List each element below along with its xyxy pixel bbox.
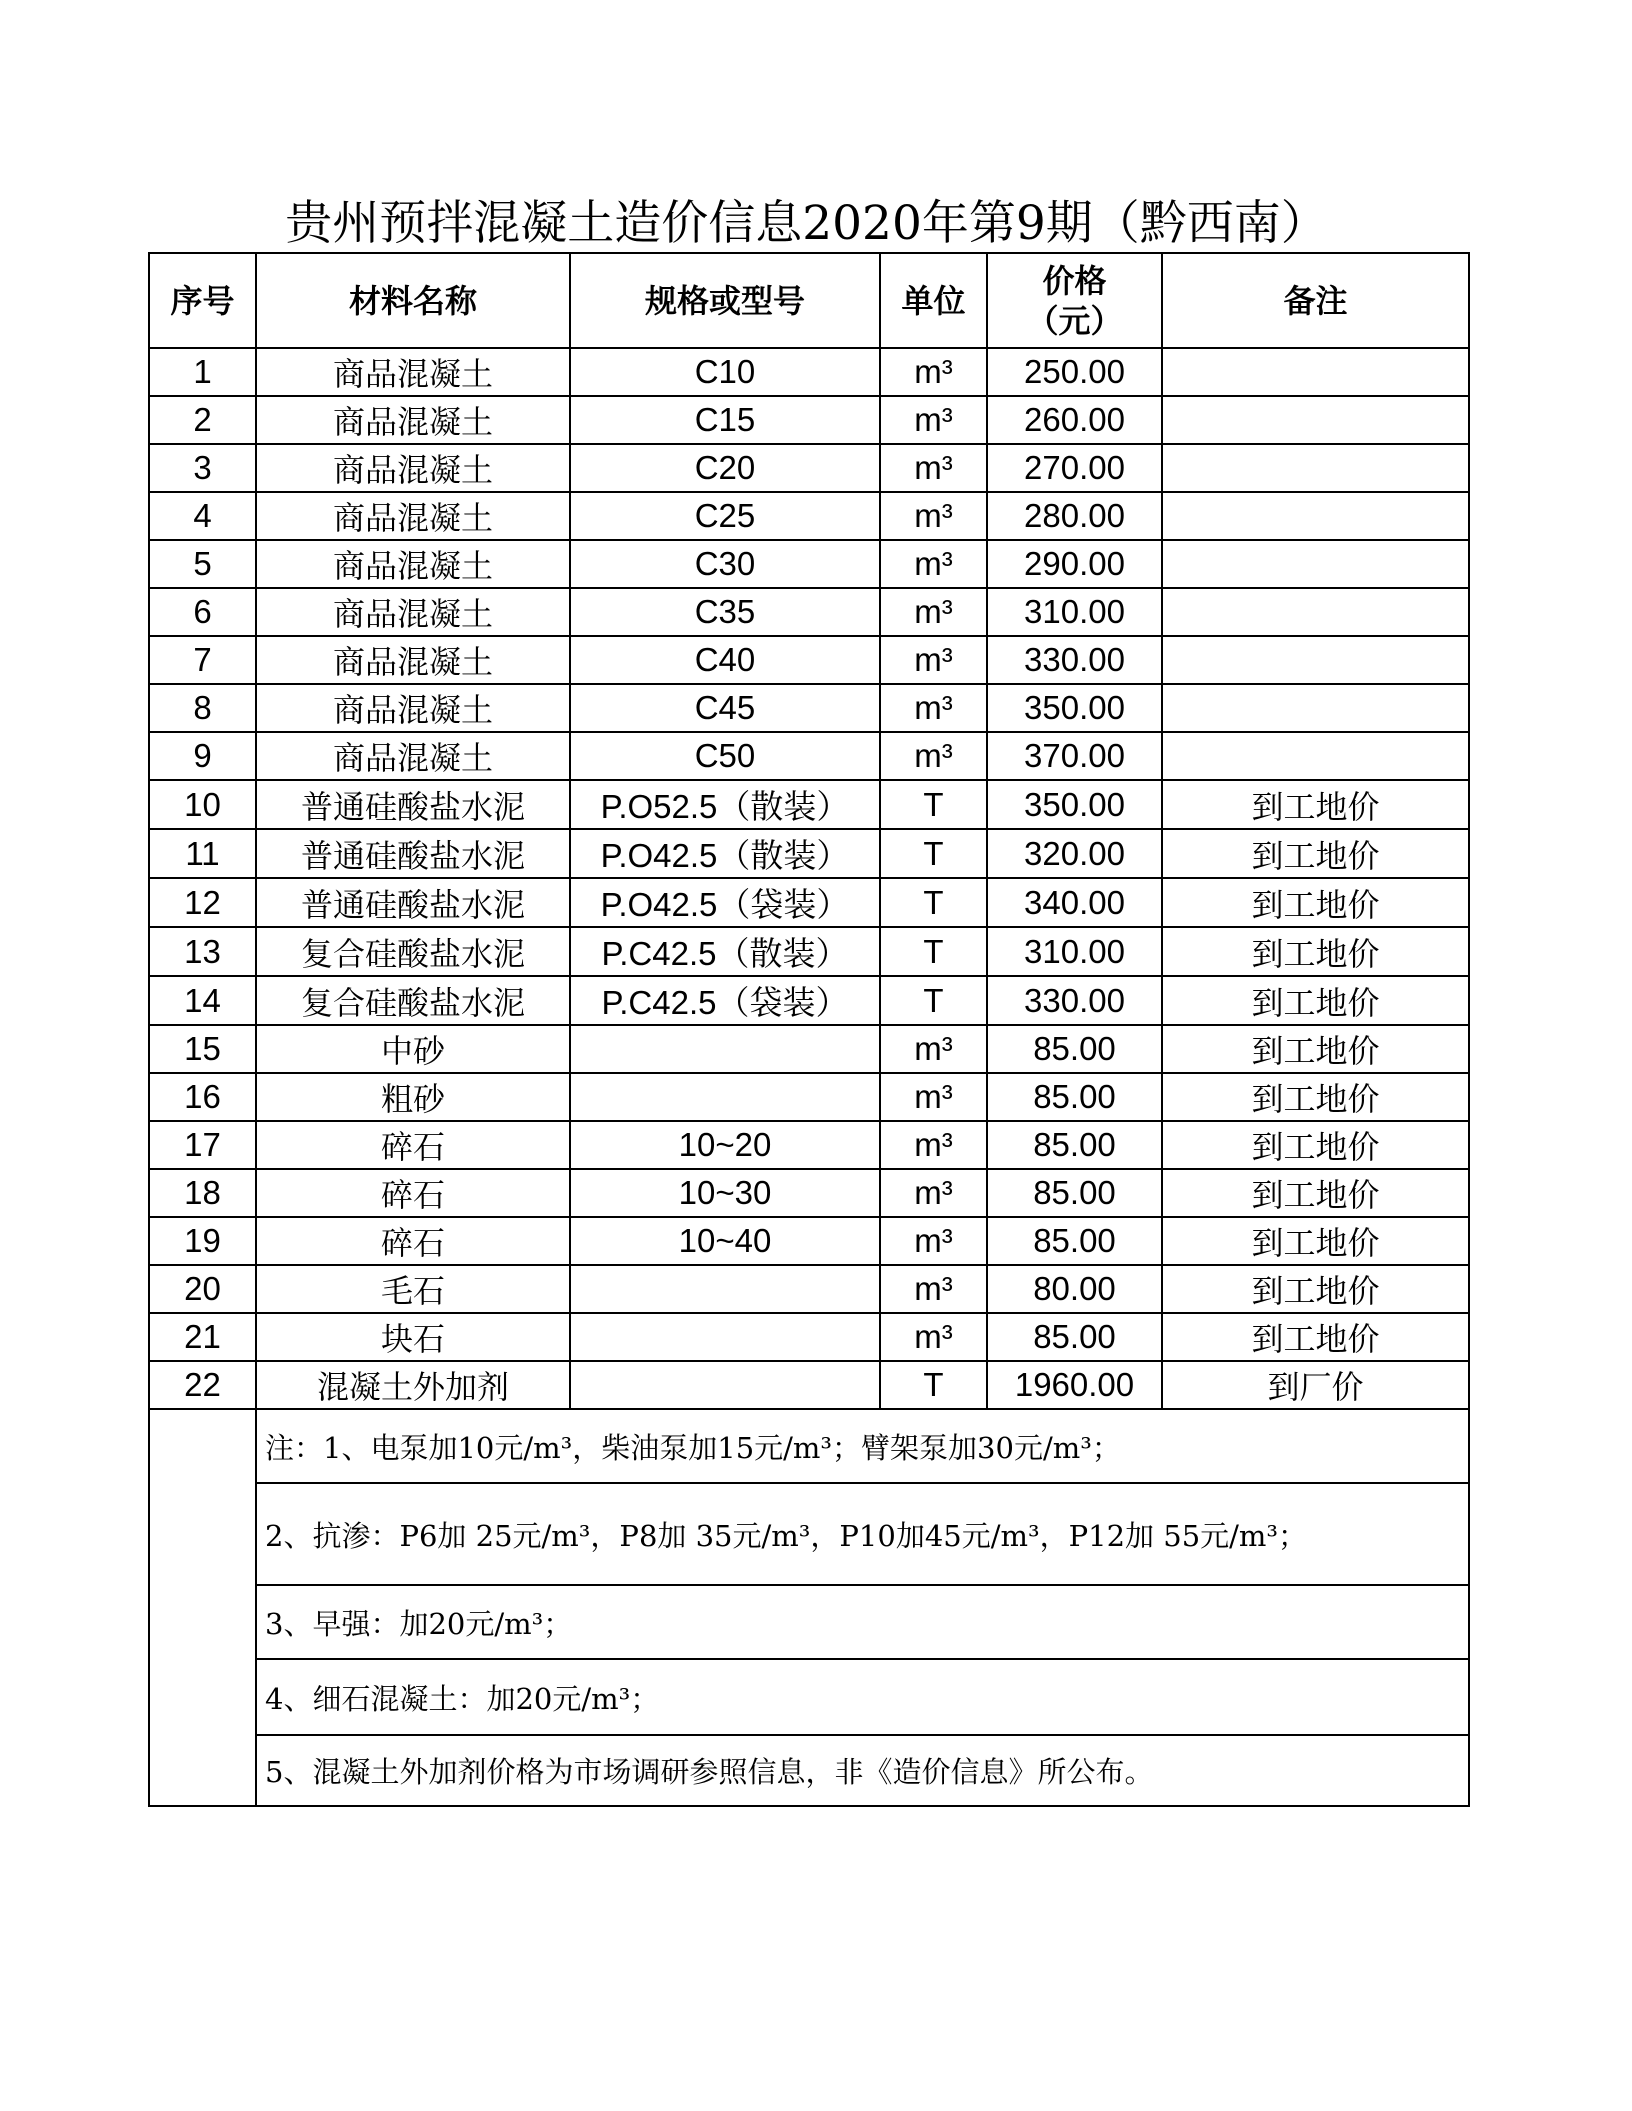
cell-name: 商品混凝土 <box>256 684 570 732</box>
cell-unit: m³ <box>880 1121 987 1169</box>
cell-price: 250.00 <box>987 348 1162 396</box>
table-row <box>149 396 1469 444</box>
notes-blank-cell <box>149 1409 256 1806</box>
note-row <box>149 1585 1469 1659</box>
note-5: 5、混凝土外加剂价格为市场调研参照信息，非《造价信息》所公布。 <box>256 1735 1469 1806</box>
cell-unit: m³ <box>880 732 987 780</box>
cell-spec: C45 <box>570 684 880 732</box>
table-row <box>149 1025 1469 1073</box>
price-table <box>148 252 1470 1807</box>
cell-price: 340.00 <box>987 878 1162 927</box>
cell-remark: 到工地价 <box>1162 1073 1469 1121</box>
cell-price: 350.00 <box>987 684 1162 732</box>
cell-remark: 到工地价 <box>1162 1217 1469 1265</box>
cell-name: 商品混凝土 <box>256 588 570 636</box>
table-row <box>149 588 1469 636</box>
cell-unit: T <box>880 780 987 829</box>
cell-price: 370.00 <box>987 732 1162 780</box>
cell-unit: m³ <box>880 1265 987 1313</box>
cell-name: 毛石 <box>256 1265 570 1313</box>
cell-price: 85.00 <box>987 1313 1162 1361</box>
cell-price: 280.00 <box>987 492 1162 540</box>
cell-spec: P.O42.5（袋装） <box>570 878 880 927</box>
cell-remark: 到工地价 <box>1162 1121 1469 1169</box>
cell-unit: m³ <box>880 588 987 636</box>
cell-spec <box>570 1361 880 1409</box>
cell-name: 商品混凝土 <box>256 540 570 588</box>
table-row <box>149 878 1469 927</box>
note-row <box>149 1659 1469 1735</box>
cell-seq: 19 <box>149 1217 256 1265</box>
cell-unit: T <box>880 927 987 976</box>
cell-name: 粗砂 <box>256 1073 570 1121</box>
table-row <box>149 1361 1469 1409</box>
cell-remark: 到工地价 <box>1162 878 1469 927</box>
table-row <box>149 829 1469 878</box>
cell-price: 85.00 <box>987 1217 1162 1265</box>
cell-seq: 20 <box>149 1265 256 1313</box>
cell-price: 330.00 <box>987 976 1162 1025</box>
notes-body <box>149 1409 1469 1806</box>
cell-unit: T <box>880 976 987 1025</box>
table-row <box>149 444 1469 492</box>
table-row <box>149 636 1469 684</box>
table-row <box>149 1217 1469 1265</box>
table-row <box>149 1265 1469 1313</box>
cell-name: 碎石 <box>256 1169 570 1217</box>
cell-spec <box>570 1265 880 1313</box>
cell-seq: 6 <box>149 588 256 636</box>
table-row <box>149 348 1469 396</box>
cell-spec <box>570 1313 880 1361</box>
table-row <box>149 1313 1469 1361</box>
cell-remark: 到工地价 <box>1162 927 1469 976</box>
cell-name: 商品混凝土 <box>256 732 570 780</box>
note-row <box>149 1409 1469 1483</box>
table-row <box>149 927 1469 976</box>
header-row <box>149 253 1469 348</box>
cell-remark: 到工地价 <box>1162 780 1469 829</box>
cell-unit: m³ <box>880 1313 987 1361</box>
cell-spec: P.O42.5（散装） <box>570 829 880 878</box>
header-seq: 序号 <box>149 253 256 348</box>
cell-spec: C20 <box>570 444 880 492</box>
cell-price: 270.00 <box>987 444 1162 492</box>
cell-spec: 10~30 <box>570 1169 880 1217</box>
note-4: 4、细石混凝土：加20元/m³； <box>256 1659 1469 1735</box>
cell-unit: m³ <box>880 1217 987 1265</box>
header-price-unit: （元） <box>1026 301 1123 340</box>
cell-spec: C15 <box>570 396 880 444</box>
header-unit: 单位 <box>880 253 987 348</box>
cell-remark <box>1162 492 1469 540</box>
cell-name: 商品混凝土 <box>256 348 570 396</box>
table-body <box>149 348 1469 1409</box>
cell-remark: 到工地价 <box>1162 1025 1469 1073</box>
cell-price: 350.00 <box>987 780 1162 829</box>
cell-unit: m³ <box>880 684 987 732</box>
cell-spec <box>570 1073 880 1121</box>
cell-spec: C35 <box>570 588 880 636</box>
header-price-label: 价格 <box>1042 261 1107 300</box>
note-1: 注：1、电泵加10元/m³，柴油泵加15元/m³；臂架泵加30元/m³； <box>256 1409 1469 1483</box>
cell-unit: m³ <box>880 1169 987 1217</box>
cell-price: 1960.00 <box>987 1361 1162 1409</box>
cell-remark <box>1162 348 1469 396</box>
cell-spec: P.C42.5（袋装） <box>570 976 880 1025</box>
cell-spec: 10~20 <box>570 1121 880 1169</box>
cell-unit: m³ <box>880 348 987 396</box>
cell-spec: C50 <box>570 732 880 780</box>
cell-seq: 1 <box>149 348 256 396</box>
cell-seq: 12 <box>149 878 256 927</box>
header-remark: 备注 <box>1162 253 1469 348</box>
table-row <box>149 780 1469 829</box>
cell-name: 普通硅酸盐水泥 <box>256 878 570 927</box>
cell-remark: 到工地价 <box>1162 829 1469 878</box>
cell-price: 330.00 <box>987 636 1162 684</box>
cell-name: 混凝土外加剂 <box>256 1361 570 1409</box>
cell-unit: m³ <box>880 540 987 588</box>
cell-price: 310.00 <box>987 927 1162 976</box>
cell-price: 85.00 <box>987 1025 1162 1073</box>
cell-remark <box>1162 540 1469 588</box>
cell-name: 复合硅酸盐水泥 <box>256 976 570 1025</box>
cell-spec: C30 <box>570 540 880 588</box>
cell-seq: 9 <box>149 732 256 780</box>
cell-unit: m³ <box>880 492 987 540</box>
table-row <box>149 540 1469 588</box>
cell-seq: 21 <box>149 1313 256 1361</box>
cell-unit: m³ <box>880 444 987 492</box>
cell-seq: 22 <box>149 1361 256 1409</box>
table-row <box>149 732 1469 780</box>
cell-seq: 15 <box>149 1025 256 1073</box>
cell-spec: C25 <box>570 492 880 540</box>
cell-price: 85.00 <box>987 1169 1162 1217</box>
cell-spec: P.O52.5（散装） <box>570 780 880 829</box>
cell-remark: 到工地价 <box>1162 976 1469 1025</box>
cell-remark <box>1162 588 1469 636</box>
table-row <box>149 1121 1469 1169</box>
cell-name: 商品混凝土 <box>256 636 570 684</box>
cell-unit: m³ <box>880 1025 987 1073</box>
cell-spec <box>570 1025 880 1073</box>
cell-seq: 18 <box>149 1169 256 1217</box>
table-row <box>149 492 1469 540</box>
cell-unit: T <box>880 1361 987 1409</box>
note-2: 2、抗渗：P6加 25元/m³，P8加 35元/m³，P10加45元/m³，P12加 55元/m³； <box>256 1483 1469 1585</box>
header-price <box>987 253 1162 348</box>
cell-unit: m³ <box>880 396 987 444</box>
note-row <box>149 1483 1469 1585</box>
header-spec: 规格或型号 <box>570 253 880 348</box>
cell-name: 普通硅酸盐水泥 <box>256 829 570 878</box>
cell-name: 商品混凝土 <box>256 396 570 444</box>
cell-spec: C40 <box>570 636 880 684</box>
cell-seq: 7 <box>149 636 256 684</box>
cell-name: 商品混凝土 <box>256 444 570 492</box>
cell-name: 碎石 <box>256 1217 570 1265</box>
cell-seq: 5 <box>149 540 256 588</box>
table-row <box>149 684 1469 732</box>
cell-remark: 到厂价 <box>1162 1361 1469 1409</box>
cell-name: 中砂 <box>256 1025 570 1073</box>
cell-seq: 3 <box>149 444 256 492</box>
cell-remark <box>1162 444 1469 492</box>
cell-price: 310.00 <box>987 588 1162 636</box>
cell-seq: 17 <box>149 1121 256 1169</box>
cell-unit: m³ <box>880 636 987 684</box>
table-row <box>149 1169 1469 1217</box>
cell-seq: 4 <box>149 492 256 540</box>
cell-price: 80.00 <box>987 1265 1162 1313</box>
cell-seq: 14 <box>149 976 256 1025</box>
cell-name: 碎石 <box>256 1121 570 1169</box>
cell-seq: 2 <box>149 396 256 444</box>
cell-name: 商品混凝土 <box>256 492 570 540</box>
cell-remark <box>1162 636 1469 684</box>
cell-seq: 13 <box>149 927 256 976</box>
cell-price: 290.00 <box>987 540 1162 588</box>
table-row <box>149 1073 1469 1121</box>
cell-seq: 16 <box>149 1073 256 1121</box>
cell-name: 普通硅酸盐水泥 <box>256 780 570 829</box>
cell-spec: C10 <box>570 348 880 396</box>
cell-price: 85.00 <box>987 1121 1162 1169</box>
cell-unit: T <box>880 878 987 927</box>
cell-name: 复合硅酸盐水泥 <box>256 927 570 976</box>
cell-seq: 10 <box>149 780 256 829</box>
cell-seq: 8 <box>149 684 256 732</box>
cell-spec: P.C42.5（散装） <box>570 927 880 976</box>
cell-name: 块石 <box>256 1313 570 1361</box>
cell-remark <box>1162 732 1469 780</box>
note-row <box>149 1735 1469 1806</box>
cell-remark: 到工地价 <box>1162 1169 1469 1217</box>
cell-remark: 到工地价 <box>1162 1313 1469 1361</box>
cell-price: 260.00 <box>987 396 1162 444</box>
cell-unit: T <box>880 829 987 878</box>
cell-price: 85.00 <box>987 1073 1162 1121</box>
cell-remark: 到工地价 <box>1162 1265 1469 1313</box>
cell-seq: 11 <box>149 829 256 878</box>
header-name: 材料名称 <box>256 253 570 348</box>
page-title: 贵州预拌混凝土造价信息2020年第9期（黔西南） <box>285 196 1328 251</box>
note-3: 3、早强：加20元/m³； <box>256 1585 1469 1659</box>
cell-price: 320.00 <box>987 829 1162 878</box>
cell-unit: m³ <box>880 1073 987 1121</box>
cell-remark <box>1162 396 1469 444</box>
table-row <box>149 976 1469 1025</box>
cell-remark <box>1162 684 1469 732</box>
cell-spec: 10~40 <box>570 1217 880 1265</box>
